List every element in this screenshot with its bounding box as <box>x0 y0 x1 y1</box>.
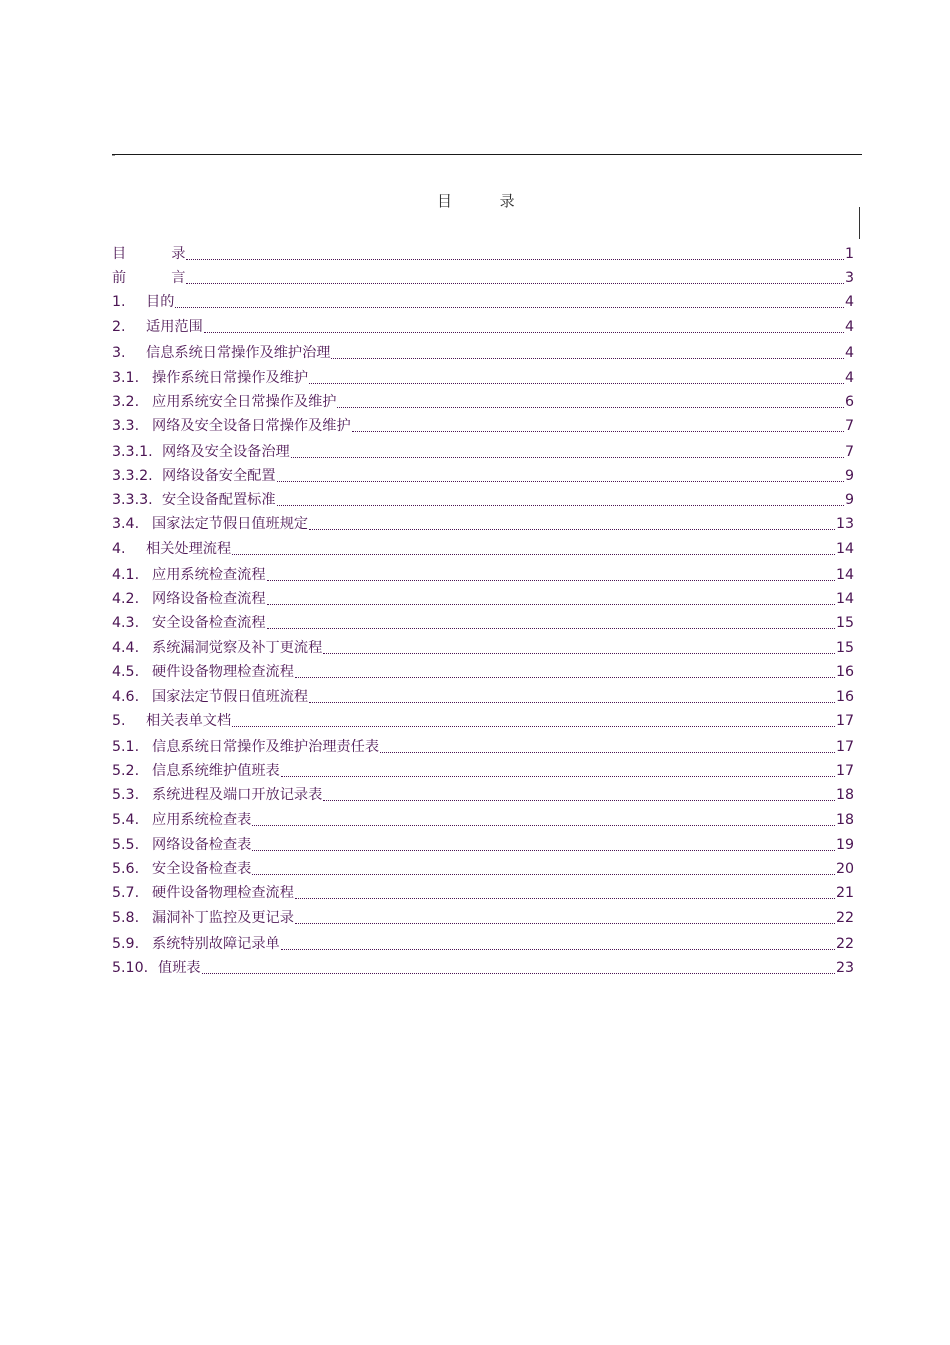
toc-entry-page: 15 <box>835 640 854 656</box>
toc-entry-title: 目 录 <box>112 246 186 262</box>
toc-entry-number: 5.4. <box>112 812 140 828</box>
toc-entry-title: 漏洞补丁监控及更记录 <box>152 910 294 926</box>
toc-entry-title: 相关处理流程 <box>146 541 232 557</box>
toc-entry[interactable] <box>112 638 854 658</box>
toc-entry-number: 5. <box>112 713 126 729</box>
toc-entry-page: 13 <box>835 516 854 532</box>
toc-entry-number: 2. <box>112 319 126 335</box>
toc-dot-leader <box>309 383 844 384</box>
toc-entry-title: 信息系统日常操作及维护治理 <box>146 345 331 361</box>
toc-entry-title: 国家法定节假日值班流程 <box>152 689 309 705</box>
toc-entry-number: 3.3. <box>112 418 140 434</box>
toc-dot-leader <box>281 949 835 950</box>
toc-entry-page: 17 <box>835 763 854 779</box>
toc-dot-leader <box>323 653 835 654</box>
toc-entry-page: 14 <box>835 541 854 557</box>
toc-entry[interactable] <box>112 565 854 585</box>
toc-entry-page: 16 <box>835 664 854 680</box>
toc-entry-page: 3 <box>844 270 854 286</box>
toc-entry-page: 15 <box>835 615 854 631</box>
toc-entry[interactable] <box>112 416 854 436</box>
toc-entry[interactable] <box>112 343 854 363</box>
toc-entry-title: 系统进程及端口开放记录表 <box>152 787 323 803</box>
toc-entry-page: 20 <box>835 861 854 877</box>
toc-entry-title: 国家法定节假日值班规定 <box>152 516 309 532</box>
toc-entry-number: 3.3.3. <box>112 492 153 508</box>
toc-entry-page: 4 <box>844 294 854 310</box>
toc-entry-title: 安全设备检查表 <box>152 861 252 877</box>
toc-entry[interactable] <box>112 934 854 954</box>
toc-entry-page: 19 <box>835 837 854 853</box>
toc-dot-leader <box>186 259 843 260</box>
toc-entry-page: 23 <box>835 960 854 976</box>
toc-entry-page: 16 <box>835 689 854 705</box>
toc-entry[interactable] <box>112 268 854 288</box>
toc-entry[interactable] <box>112 589 854 609</box>
toc-entry[interactable] <box>112 514 854 534</box>
toc-entry[interactable] <box>112 662 854 682</box>
toc-entry-title: 网络设备检查表 <box>152 837 252 853</box>
toc-entry-page: 7 <box>844 418 854 434</box>
toc-entry[interactable] <box>112 317 854 337</box>
toc-entry-title: 硬件设备物理检查流程 <box>152 885 294 901</box>
toc-entry-page: 9 <box>844 468 854 484</box>
toc-entry[interactable] <box>112 392 854 412</box>
toc-entry-number: 5.2. <box>112 763 140 779</box>
toc-entry-title: 网络及安全设备日常操作及维护 <box>152 418 351 434</box>
toc-entry[interactable] <box>112 490 854 510</box>
toc-entry-title: 应用系统安全日常操作及维护 <box>152 394 337 410</box>
toc-dot-leader <box>204 332 844 333</box>
toc-entry-number: 3.2. <box>112 394 140 410</box>
toc-dot-leader <box>175 307 844 308</box>
toc-dot-leader <box>337 407 844 408</box>
toc-dot-leader <box>267 604 835 605</box>
toc-entry-title: 网络设备安全配置 <box>162 468 276 484</box>
toc-entry-title: 网络设备检查流程 <box>152 591 266 607</box>
toc-entry-number: 3.3.2. <box>112 468 153 484</box>
toc-entry-number: 4.2. <box>112 591 140 607</box>
toc-entry-number: 3.1. <box>112 370 140 386</box>
toc-entry[interactable] <box>112 958 854 978</box>
toc-entry-title: 操作系统日常操作及维护 <box>152 370 309 386</box>
toc-entry[interactable] <box>112 737 854 757</box>
toc-entry-page: 4 <box>844 319 854 335</box>
toc-entry[interactable] <box>112 368 854 388</box>
toc-dot-leader <box>252 874 835 875</box>
toc-entry-page: 18 <box>835 787 854 803</box>
toc-entry-number: 5.10. <box>112 960 149 976</box>
header-rule <box>112 154 862 155</box>
toc-entry-title: 应用系统检查流程 <box>152 567 266 583</box>
toc-entry-page: 14 <box>835 591 854 607</box>
toc-entry-number: 4.1. <box>112 567 140 583</box>
toc-entry-page: 4 <box>844 345 854 361</box>
toc-dot-leader <box>323 800 835 801</box>
toc-entry[interactable] <box>112 785 854 805</box>
toc-entry[interactable] <box>112 835 854 855</box>
toc-entry-title: 目的 <box>146 294 175 310</box>
toc-entry-number: 5.1. <box>112 739 140 755</box>
toc-entry-number: 4.4. <box>112 640 140 656</box>
toc-dot-leader <box>277 505 844 506</box>
toc-entry-title: 适用范围 <box>146 319 203 335</box>
toc-entry[interactable] <box>112 292 854 312</box>
toc-entry[interactable] <box>112 761 854 781</box>
toc-entry[interactable] <box>112 244 854 264</box>
toc-entry-title: 信息系统日常操作及维护治理责任表 <box>152 739 380 755</box>
toc-entry-number: 4. <box>112 541 126 557</box>
toc-entry[interactable] <box>112 859 854 879</box>
toc-entry-number: 5.3. <box>112 787 140 803</box>
toc-entry-page: 17 <box>835 713 854 729</box>
toc-entry[interactable] <box>112 883 854 903</box>
toc-dot-leader <box>232 554 835 555</box>
toc-entry-title: 信息系统维护值班表 <box>152 763 280 779</box>
toc-entry-number: 5.7. <box>112 885 140 901</box>
toc-entry-number: 4.3. <box>112 615 140 631</box>
toc-entry[interactable] <box>112 687 854 707</box>
toc-dot-leader <box>281 776 835 777</box>
toc-entry[interactable] <box>112 442 854 462</box>
toc-entry-page: 17 <box>835 739 854 755</box>
toc-entry-title: 系统漏洞觉察及补丁更流程 <box>152 640 323 656</box>
toc-dot-leader <box>267 628 835 629</box>
toc-dot-leader <box>309 529 835 530</box>
toc-dot-leader <box>277 481 844 482</box>
toc-entry[interactable] <box>112 711 854 731</box>
toc-entry-page: 22 <box>835 910 854 926</box>
toc-entry-title: 系统特别故障记录单 <box>152 936 280 952</box>
toc-dot-leader <box>252 825 835 826</box>
toc-dot-leader <box>309 702 835 703</box>
toc-entry[interactable] <box>112 613 854 633</box>
toc-dot-leader <box>295 677 835 678</box>
toc-entry-page: 4 <box>844 370 854 386</box>
toc-entry-number: 3.4. <box>112 516 140 532</box>
toc-entry-number: 1. <box>112 294 126 310</box>
toc-entry-page: 7 <box>844 444 854 460</box>
toc-entry[interactable] <box>112 908 854 928</box>
toc-dot-leader <box>352 431 844 432</box>
toc-dot-leader <box>202 973 835 974</box>
toc-entry[interactable] <box>112 539 854 559</box>
toc-dot-leader <box>295 898 835 899</box>
toc-dot-leader <box>291 457 844 458</box>
toc-entry-page: 6 <box>844 394 854 410</box>
toc-entry-number: 4.6. <box>112 689 140 705</box>
toc-entry-title: 值班表 <box>158 960 201 976</box>
toc-entry-number: 3.3.1. <box>112 444 153 460</box>
toc-entry[interactable] <box>112 810 854 830</box>
toc-entry-number: 5.6. <box>112 861 140 877</box>
toc-dot-leader <box>295 923 835 924</box>
toc-entry-page: 22 <box>835 936 854 952</box>
toc-entry-number: 5.9. <box>112 936 140 952</box>
toc-entry-title: 应用系统检查表 <box>152 812 252 828</box>
toc-entry-page: 21 <box>835 885 854 901</box>
toc-entry-page: 9 <box>844 492 854 508</box>
toc-dot-leader <box>331 358 844 359</box>
toc-entry-title: 安全设备检查流程 <box>152 615 266 631</box>
toc-heading: 目 录 <box>437 192 515 210</box>
toc-dot-leader <box>232 726 835 727</box>
toc-entry-page: 14 <box>835 567 854 583</box>
toc-entry-title: 安全设备配置标准 <box>162 492 276 508</box>
toc-entry[interactable] <box>112 466 854 486</box>
toc-entry-number: 4.5. <box>112 664 140 680</box>
toc-entry-number: 5.8. <box>112 910 140 926</box>
toc-dot-leader <box>380 752 835 753</box>
toc-entry-title: 前 言 <box>112 270 186 286</box>
toc-entry-title: 硬件设备物理检查流程 <box>152 664 294 680</box>
header-mark <box>112 155 115 156</box>
toc-entry-page: 18 <box>835 812 854 828</box>
toc-dot-leader <box>186 283 843 284</box>
toc-entry-number: 3. <box>112 345 126 361</box>
toc-entry-number: 5.5. <box>112 837 140 853</box>
toc-dot-leader <box>267 580 835 581</box>
toc-entry-title: 网络及安全设备治理 <box>162 444 290 460</box>
toc-entry-title: 相关表单文档 <box>146 713 232 729</box>
toc-dot-leader <box>252 850 835 851</box>
text-cursor <box>859 207 860 239</box>
toc-entry-page: 1 <box>844 246 854 262</box>
